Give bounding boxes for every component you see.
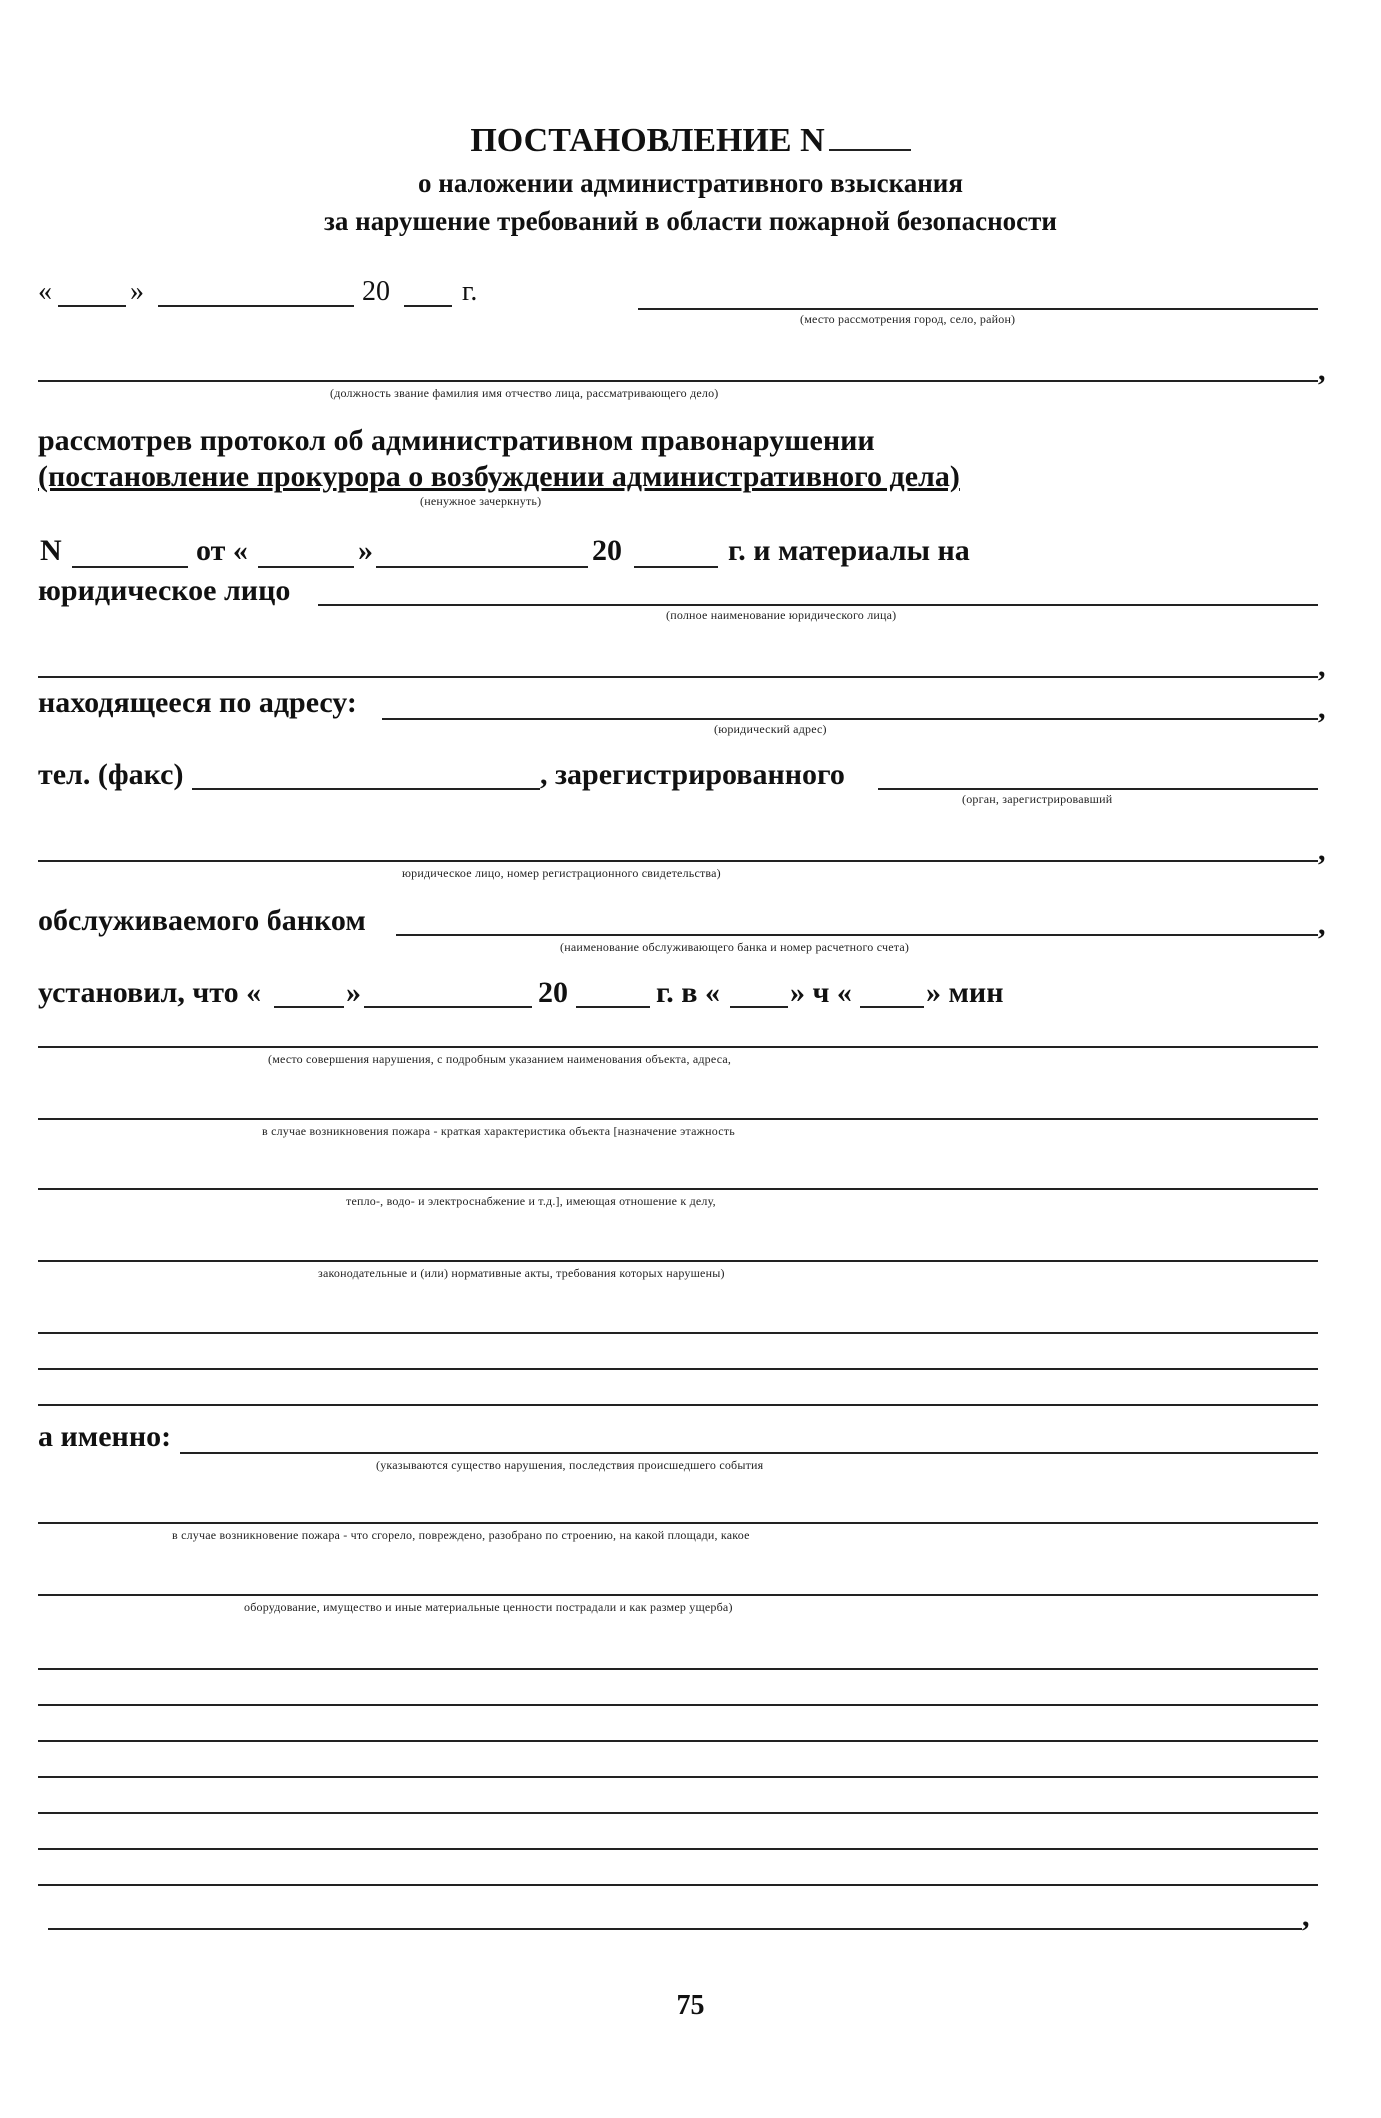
page-title	[0, 122, 1381, 160]
reviewed-text: рассмотрев протокол об административном правонарушении	[38, 424, 875, 457]
namely-blank[interactable]	[180, 1452, 1318, 1454]
comma-1: ,	[1318, 354, 1326, 387]
est-day-blank[interactable]	[274, 1006, 344, 1008]
violation-blank-2[interactable]	[38, 1118, 1318, 1120]
n-label: N	[40, 534, 62, 567]
est-month-blank[interactable]	[364, 1006, 532, 1008]
date-open-quote: «	[38, 276, 52, 307]
date-year-blank[interactable]	[404, 305, 452, 307]
hint-namely-3: оборудование, имущество и иные материальные ценности пострадали и как размер ущерба)	[244, 1600, 733, 1614]
official-blank[interactable]	[38, 380, 1318, 382]
hint-bank: (наименование обслуживающего банка и номер расчетного счета)	[560, 940, 910, 954]
hint-violation-3: тепло-, водо- и электроснабжение и т.д.], имеющая отношение к делу,	[346, 1194, 716, 1208]
address-label: находящееся по адресу:	[38, 686, 357, 719]
est-min: » мин	[926, 976, 1004, 1009]
est-hour-blank[interactable]	[730, 1006, 788, 1008]
from-label: от «	[196, 534, 248, 567]
comma-5: ,	[1318, 908, 1326, 941]
hint-official: (должность звание фамилия имя отчество лица, рассматривающего дело)	[330, 386, 719, 400]
address-blank[interactable]	[382, 718, 1318, 720]
comma-4: ,	[1318, 834, 1326, 867]
comma-6: ,	[1302, 1900, 1310, 1933]
hint-namely-1: (указываются существо нарушения, последствия происшедшего события	[376, 1458, 764, 1472]
date-day-blank[interactable]	[58, 305, 126, 307]
est-year: 20	[538, 976, 568, 1009]
blank-line-3[interactable]	[38, 1740, 1318, 1742]
violation-blank-3[interactable]	[38, 1188, 1318, 1190]
from-day-blank[interactable]	[258, 566, 354, 568]
tel-blank[interactable]	[192, 788, 540, 790]
bank-label: обслуживаемого банком	[38, 904, 366, 937]
legal-entity-blank-2[interactable]	[38, 676, 1318, 678]
legal-entity-blank[interactable]	[318, 604, 1318, 606]
hint-namely-2: в случае возникновение пожара - что сгорело, повреждено, разобрано по строению, на какой площади, какое	[172, 1528, 750, 1542]
blank-line-5[interactable]	[38, 1812, 1318, 1814]
hint-place: (место рассмотрения город, село, район)	[800, 312, 1016, 326]
blank-line-7[interactable]	[38, 1884, 1318, 1886]
from-year-blank[interactable]	[634, 566, 718, 568]
hint-strike: (ненужное зачеркнуть)	[420, 494, 542, 508]
hint-registrar-2: юридическое лицо, номер регистрационного свидетельства)	[402, 866, 721, 880]
place-blank[interactable]	[638, 308, 1318, 310]
hint-violation-2: в случае возникновения пожара - краткая характеристика объекта [назначение этажность	[262, 1124, 735, 1138]
blank-line-2[interactable]	[38, 1704, 1318, 1706]
hint-entity-name: (полное наименование юридического лица)	[666, 608, 897, 622]
comma-2: ,	[1318, 650, 1326, 683]
hint-registrar-1: (орган, зарегистрировавший	[962, 792, 1113, 806]
est-ch: » ч «	[790, 976, 852, 1009]
date-year-prefix: 20	[362, 276, 390, 307]
blank-line-4[interactable]	[38, 1776, 1318, 1778]
blank-line-6[interactable]	[38, 1848, 1318, 1850]
violation-blank-4[interactable]	[38, 1260, 1318, 1262]
bank-blank[interactable]	[396, 934, 1318, 936]
number-blank	[829, 123, 911, 151]
comma-3: ,	[1318, 692, 1326, 725]
date-close-quote: »	[130, 276, 144, 307]
est-year-blank[interactable]	[576, 1006, 650, 1008]
registered-label: , зарегистрированного	[540, 758, 845, 791]
tel-label: тел. (факс)	[38, 758, 184, 791]
est-min-blank[interactable]	[860, 1006, 924, 1008]
legal-entity-label: юридическое лицо	[38, 574, 291, 607]
blank-line-1[interactable]	[38, 1668, 1318, 1670]
subtitle-2: за нарушение требований в области пожарной безопасности	[324, 206, 1057, 236]
n-blank[interactable]	[72, 566, 188, 568]
violation-blank-5[interactable]	[38, 1332, 1318, 1334]
hint-violation-4: законодательные и (или) нормативные акты, требования которых нарушены)	[318, 1266, 725, 1280]
materials-label: г. и материалы на	[728, 534, 970, 567]
from-close: »	[358, 534, 373, 567]
page-number: 75	[676, 1990, 705, 2021]
hint-violation-1: (место совершения нарушения, с подробным указанием наименования объекта, адреса,	[268, 1052, 732, 1066]
registered-blank[interactable]	[878, 788, 1318, 790]
namely-label: а именно:	[38, 1420, 172, 1453]
established-label: установил, что «	[38, 976, 262, 1009]
blank-line-8[interactable]	[48, 1928, 1302, 1930]
est-g-v: г. в «	[656, 976, 720, 1009]
hint-address: (юридический адрес)	[714, 722, 827, 736]
date-month-blank[interactable]	[158, 305, 354, 307]
from-month-blank[interactable]	[376, 566, 588, 568]
subtitle-1: о наложении административного взыскания	[418, 168, 963, 198]
title-text: ПОСТАНОВЛЕНИЕ N	[470, 122, 825, 159]
namely-blank-3[interactable]	[38, 1594, 1318, 1596]
est-close: »	[346, 976, 361, 1009]
violation-blank-1[interactable]	[38, 1046, 1318, 1048]
from-year: 20	[592, 534, 622, 567]
prosecutor-text: (постановление прокурора о возбуждении административного дела)	[38, 460, 960, 493]
date-g: г.	[462, 276, 478, 307]
violation-blank-7[interactable]	[38, 1404, 1318, 1406]
violation-blank-6[interactable]	[38, 1368, 1318, 1370]
registered-blank-2[interactable]	[38, 860, 1318, 862]
namely-blank-2[interactable]	[38, 1522, 1318, 1524]
